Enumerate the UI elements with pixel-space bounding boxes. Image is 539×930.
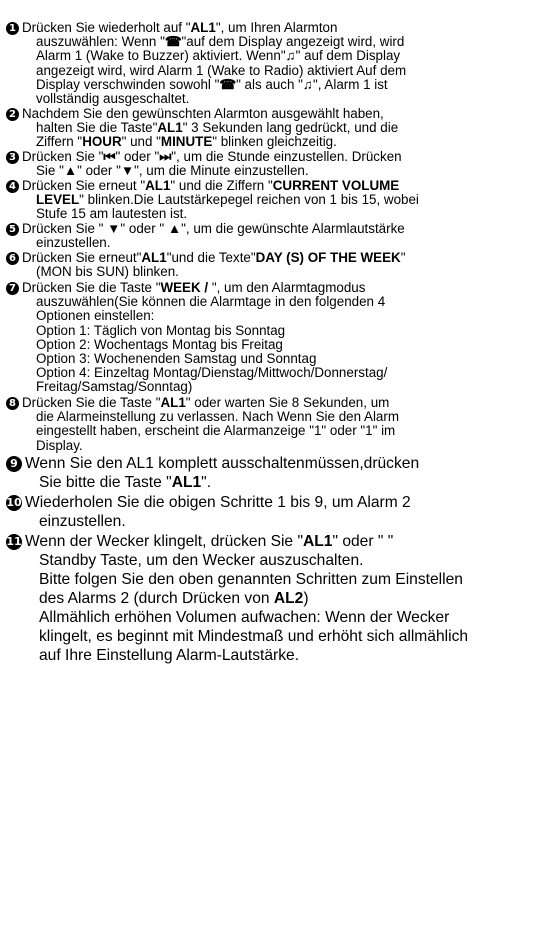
- bold-segment: ⏮: [103, 149, 116, 164]
- bold-segment: ▼: [120, 163, 135, 179]
- text-segment: ", um den Alarmtagmodus: [208, 280, 366, 295]
- step-6: [6, 251, 531, 279]
- text-line: [6, 135, 531, 149]
- text-line: [6, 570, 531, 589]
- text-line: [6, 295, 531, 309]
- step-4: [6, 179, 531, 222]
- step-text: [6, 107, 531, 150]
- step-8: [6, 396, 531, 453]
- text-segment: ", um die gewünschte Alarmlautstärke: [181, 221, 405, 236]
- step-text: [6, 251, 531, 279]
- text-segment: Option 2: Wochentags Montag bis Freitag: [36, 336, 283, 352]
- text-segment: " blinken gleichzeitig.: [212, 134, 337, 150]
- text-segment: eingestellt haben, erscheint die Alarmanzeige "1" oder "1" im: [36, 423, 396, 439]
- text-segment: Sie ": [36, 163, 64, 179]
- text-line: [6, 338, 531, 352]
- bold-segment: DAY (S) OF THE WEEK: [255, 250, 401, 265]
- bold-segment: AL1: [145, 178, 171, 193]
- text-segment: Drücken Sie die Taste ": [22, 395, 161, 410]
- step-5: [6, 222, 531, 250]
- text-segment: Ziffern ": [36, 134, 83, 150]
- text-segment: Alarm 1 (Wake to Buzzer) aktiviert. Wenn": [36, 48, 286, 64]
- text-segment: Wenn Sie den AL1 komplett ausschaltenmüssen,drücken: [25, 455, 420, 472]
- text-line: [6, 608, 531, 627]
- text-segment: " 3 Sekunden lang gedrückt, und die: [182, 120, 399, 136]
- bold-segment: ⏭: [159, 149, 172, 164]
- text-line: [6, 193, 531, 207]
- bold-segment: AL1: [160, 395, 186, 410]
- text-segment: auf Ihre Einstellung Alarm-Lautstärke.: [39, 647, 300, 664]
- step-number: 11: [6, 535, 22, 548]
- bold-segment: AL1: [157, 120, 183, 136]
- text-line: [6, 150, 531, 164]
- step-number: 2: [6, 108, 19, 121]
- step-1: [6, 21, 531, 106]
- text-segment: die Alarmeinstellung zu verlassen. Nach Wenn Sie den Alarm: [36, 409, 399, 425]
- bold-segment: WEEK /: [160, 280, 209, 295]
- text-segment: auszuwählen(Sie können die Alarmtage in den folgenden 4: [36, 294, 386, 310]
- step-number: 5: [6, 223, 19, 236]
- text-line: [6, 352, 531, 366]
- text-line: [6, 646, 531, 665]
- text-line: [6, 454, 531, 473]
- text-segment: Display verschwinden sowohl ": [36, 76, 220, 92]
- text-segment: ".: [201, 474, 212, 491]
- text-line: [6, 512, 531, 531]
- text-segment: " blinken.Die Lautstärkepegel reichen von 1 bis 15, wobei: [79, 192, 419, 208]
- text-segment: Drücken Sie die Taste ": [22, 280, 161, 295]
- bold-segment: ▼: [107, 221, 121, 236]
- step-number: 7: [6, 282, 19, 295]
- text-segment: " und die Ziffern ": [170, 178, 273, 193]
- text-line: [6, 366, 531, 380]
- text-segment: " oder " ": [332, 533, 394, 550]
- text-segment: "und die Texte": [166, 250, 256, 265]
- text-line: [6, 164, 531, 178]
- text-segment: Allmählich erhöhen Volumen aufwachen: Wenn der Wecker: [39, 609, 450, 626]
- text-segment: ", um Ihren Alarmton: [215, 20, 338, 35]
- text-segment: ": [400, 250, 406, 265]
- text-segment: Option 1: Täglich von Montag bis Sonntag: [36, 322, 286, 338]
- text-segment: auszuwählen: Wenn ": [36, 34, 165, 50]
- text-segment: " und ": [121, 134, 161, 150]
- step-text: [6, 281, 531, 395]
- step-11: [6, 532, 531, 665]
- text-segment: einzustellen.: [36, 235, 111, 251]
- bold-segment: ♫: [302, 76, 313, 92]
- text-segment: " oder ": [77, 163, 121, 179]
- text-segment: Option 4: Einzeltag Montag/Dienstag/Mittwoch/Donnerstag/: [36, 365, 388, 381]
- bold-segment: HOUR: [82, 134, 122, 150]
- step-text: [6, 493, 531, 531]
- text-segment: ): [303, 590, 309, 607]
- step-text: [6, 532, 531, 665]
- step-number: 3: [6, 151, 19, 164]
- bold-segment: ☎: [164, 34, 182, 50]
- text-segment: " oder warten Sie 8 Sekunden, um: [185, 395, 390, 410]
- text-line: [6, 532, 531, 551]
- text-line: [6, 281, 531, 295]
- text-segment: (MON bis SUN) blinken.: [36, 264, 179, 280]
- text-segment: Wenn der Wecker klingelt, drücken Sie ": [25, 533, 303, 550]
- text-line: [6, 410, 531, 424]
- text-segment: ", um die Stunde einzustellen. Drücken: [171, 149, 402, 164]
- text-segment: " auf dem Display: [295, 48, 401, 64]
- step-10: [6, 493, 531, 531]
- step-text: [6, 179, 531, 222]
- text-line: [6, 121, 531, 135]
- text-line: [6, 396, 531, 410]
- text-line: [6, 49, 531, 63]
- text-segment: " oder ": [115, 149, 160, 164]
- text-line: [6, 179, 531, 193]
- text-line: [6, 222, 531, 236]
- text-segment: Optionen einstellen:: [36, 308, 155, 324]
- step-7: [6, 281, 531, 395]
- text-segment: vollständig ausgeschaltet.: [36, 91, 190, 107]
- text-segment: Nachdem Sie den gewünschten Alarmton ausgewählt haben,: [22, 106, 384, 121]
- step-number: 8: [6, 397, 19, 410]
- step-text: [6, 21, 531, 106]
- text-line: [6, 64, 531, 78]
- text-segment: "auf dem Display angezeigt wird, wird: [181, 34, 405, 50]
- step-number: 9: [6, 456, 22, 472]
- text-line: [6, 21, 531, 35]
- text-segment: des Alarms 2 (durch Drücken von: [39, 590, 274, 607]
- text-line: [6, 207, 531, 221]
- text-line: [6, 627, 531, 646]
- step-text: [6, 454, 531, 492]
- text-line: [6, 78, 531, 92]
- text-line: [6, 439, 531, 453]
- text-segment: Sie bitte die Taste ": [39, 474, 172, 491]
- bold-segment: AL1: [171, 474, 202, 491]
- step-number: 6: [6, 252, 19, 265]
- text-line: [6, 35, 531, 49]
- step-9: [6, 454, 531, 492]
- text-segment: Option 3: Wochenenden Samstag und Sonntag: [36, 351, 317, 367]
- step-3: [6, 150, 531, 178]
- bold-segment: ▲: [63, 163, 78, 179]
- text-segment: ", Alarm 1 ist: [312, 76, 388, 92]
- bold-segment: CURRENT VOLUME: [272, 178, 400, 193]
- bold-segment: AL1: [141, 250, 167, 265]
- text-segment: einzustellen.: [39, 513, 126, 530]
- bold-segment: ☎: [219, 76, 237, 92]
- text-line: [6, 424, 531, 438]
- text-segment: Freitag/Samstag/Sonntag): [36, 379, 193, 395]
- text-line: [6, 473, 531, 492]
- text-segment: Drücken Sie erneut ": [22, 178, 146, 193]
- text-segment: Drücken Sie ": [22, 149, 104, 164]
- step-text: [6, 396, 531, 453]
- text-segment: Display.: [36, 437, 83, 453]
- text-segment: Stufe 15 am lautesten ist.: [36, 206, 188, 222]
- step-number: 10: [6, 496, 22, 509]
- step-text: [6, 222, 531, 250]
- text-line: [6, 251, 531, 265]
- bold-segment: MINUTE: [160, 134, 213, 150]
- step-number: 1: [6, 22, 19, 35]
- text-segment: angezeigt wird, wird Alarm 1 (Wake to Radio) aktiviert Auf dem: [36, 62, 407, 78]
- text-segment: ", um die Minute einzustellen.: [134, 163, 309, 179]
- text-line: [6, 589, 531, 608]
- bold-segment: AL1: [190, 20, 216, 35]
- text-segment: Drücken Sie ": [22, 221, 108, 236]
- text-line: [6, 324, 531, 338]
- text-line: [6, 380, 531, 394]
- text-line: [6, 92, 531, 106]
- bold-segment: ♫: [285, 48, 296, 64]
- bold-segment: LEVEL: [36, 192, 80, 208]
- text-line: [6, 309, 531, 323]
- text-line: [6, 551, 531, 570]
- text-segment: Standby Taste, um den Wecker auszuschalten.: [39, 552, 364, 569]
- text-segment: Drücken Sie erneut": [22, 250, 142, 265]
- step-number: 4: [6, 180, 19, 193]
- text-line: [6, 493, 531, 512]
- bold-segment: AL2: [273, 590, 304, 607]
- text-segment: Bitte folgen Sie den oben genannten Schritten zum Einstellen: [39, 571, 463, 588]
- text-line: [6, 236, 531, 250]
- text-segment: Drücken Sie wiederholt auf ": [22, 20, 191, 35]
- text-segment: klingelt, es beginnt mit Mindestmaß und erhöht sich allmählich: [39, 628, 469, 645]
- text-segment: halten Sie die Taste": [36, 120, 158, 136]
- text-line: [6, 107, 531, 121]
- step-2: [6, 107, 531, 150]
- text-segment: Wiederholen Sie die obigen Schritte 1 bis 9, um Alarm 2: [25, 494, 411, 511]
- text-segment: " oder ": [120, 221, 168, 236]
- text-line: [6, 265, 531, 279]
- step-text: [6, 150, 531, 178]
- bold-segment: AL1: [302, 533, 333, 550]
- bold-segment: ▲: [167, 221, 182, 236]
- text-segment: " als auch ": [236, 76, 303, 92]
